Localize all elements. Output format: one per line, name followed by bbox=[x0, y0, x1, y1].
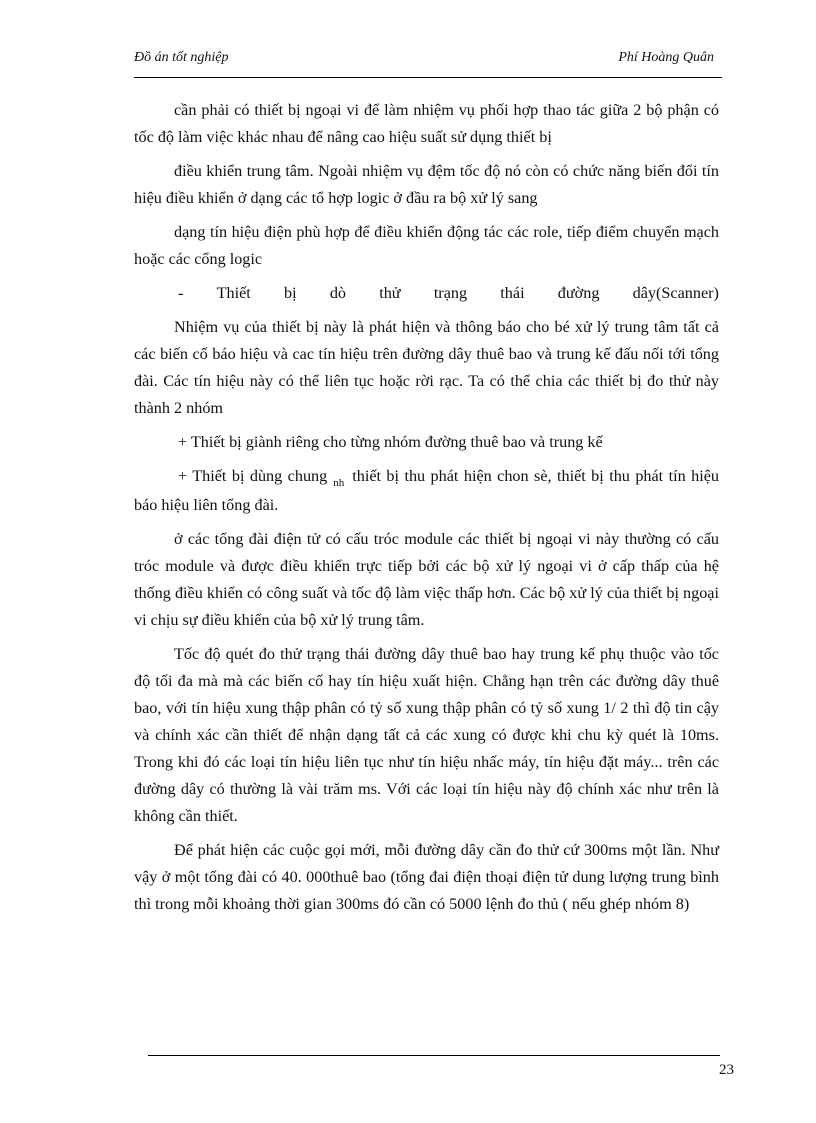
scanner-word: dò bbox=[329, 284, 346, 302]
scanner-word: thái bbox=[500, 284, 525, 302]
scanner-word: đường bbox=[557, 284, 600, 302]
scanner-word: thử bbox=[379, 284, 401, 302]
bullet-2-end: thiết bị thu phát hiện chon sè, thiết bị thu phát tín hiệu báo hiệu liên tổng đài. bbox=[134, 467, 719, 514]
page-number: 23 bbox=[719, 1062, 734, 1078]
scanner-word: Thiết bbox=[216, 284, 251, 302]
paragraph-3: dạng tín hiệu điện phù hợp để điều khiển động tác các role, tiếp điểm chuyển mạch hoặc các cổng logic bbox=[134, 223, 719, 268]
scanner-word: trạng bbox=[433, 284, 468, 302]
bullet-2-start: + Thiết bị dùng chung bbox=[178, 467, 328, 485]
bullet-2 bbox=[134, 463, 719, 519]
paragraph-4: Nhiệm vụ của thiết bị này là phát hiện và thông báo cho bé xử lý trung tâm tất cả các biến cố báo hiệu và cac tín hiệu trên đường dây thuê bao và trung kế đấu nối tới tổng đài. Các tín hiệu này có thể liên tục hoặc rời rạc. Ta có thể chia các thiết bị đo thử này thành 2 nhóm bbox=[134, 318, 719, 417]
paragraph-5: ở các tổng đài điện tử có cấu tróc module các thiết bị ngoại vi này thường có cấu tróc module và được điều khiển trực tiếp bởi các bộ xử lý ngoại vi ở cấp thấp của hệ thống điều khiển có công suất và tốc độ làm việc thấp hơn. Các bộ xử lý của thiết bị ngoại vi chịu sự điều khiển của bộ xử lý trung tâm. bbox=[134, 530, 719, 629]
scanner-word: bị bbox=[284, 284, 297, 302]
subscript-fragment: nh bbox=[333, 477, 345, 489]
paragraph-2: điều khiển trung tâm. Ngoài nhiệm vụ đệm tốc độ nó còn có chức năng biến đổi tín hiệu điều khiển ở dạng các tổ hợp logic ở đầu ra bộ xử lý sang bbox=[134, 162, 719, 207]
scanner-heading bbox=[134, 280, 719, 307]
footer-divider bbox=[148, 1055, 720, 1056]
page-body bbox=[134, 97, 719, 925]
header-author: Phí Hoàng Quân bbox=[618, 50, 714, 65]
paragraph-6: Tốc độ quét đo thử trạng thái đường dây thuê bao hay trung kế phụ thuộc vào tốc độ tối đa mà mà các biến cố hay tín hiệu xuất hiện. Chẳng hạn trên các đường dây thuê bao, với tín hiệu xung thập phân có tỷ số xung thập phân có tỷ số xung 1/ 2 thì độ tin cậy và chính xác cần thiết để nhận dạng tất cả các xung có được khi chu kỳ quét là 10ms. Trong khi đó các loại tín hiệu liên tục như tín hiệu nhấc máy, tín hiệu đặt máy... trên các đường dây có thường là vài trăm ms. Với các loại tín hiệu này độ chính xác như trên là không cần thiết. bbox=[134, 645, 719, 825]
header-title: Đồ án tốt nghiệp bbox=[134, 50, 229, 65]
paragraph-1: cần phải có thiết bị ngoại vi để làm nhiệm vụ phối hợp thao tác giữa 2 bộ phận có tốc độ làm việc khác nhau để nâng cao hiệu suất sử dụng thiết bị bbox=[134, 101, 719, 146]
paragraph-7: Để phát hiện các cuộc gọi mới, mỗi đường dây cần đo thử cứ 300ms một lần. Như vậy ở một tổng đài có 40. 000thuê bao (tổng đai điện thoại điện tử dung lượng trung bình thì trong mỗi khoảng thời gian 300ms đó cần có 5000 lệnh đo thủ ( nếu ghép nhóm 8) bbox=[134, 841, 719, 913]
scanner-word: dây(Scanner) bbox=[632, 284, 719, 302]
scanner-word: - bbox=[178, 284, 184, 302]
header-divider bbox=[134, 77, 722, 78]
bullet-1: + Thiết bị giành riêng cho từng nhóm đường thuê bao và trung kế bbox=[178, 433, 603, 451]
